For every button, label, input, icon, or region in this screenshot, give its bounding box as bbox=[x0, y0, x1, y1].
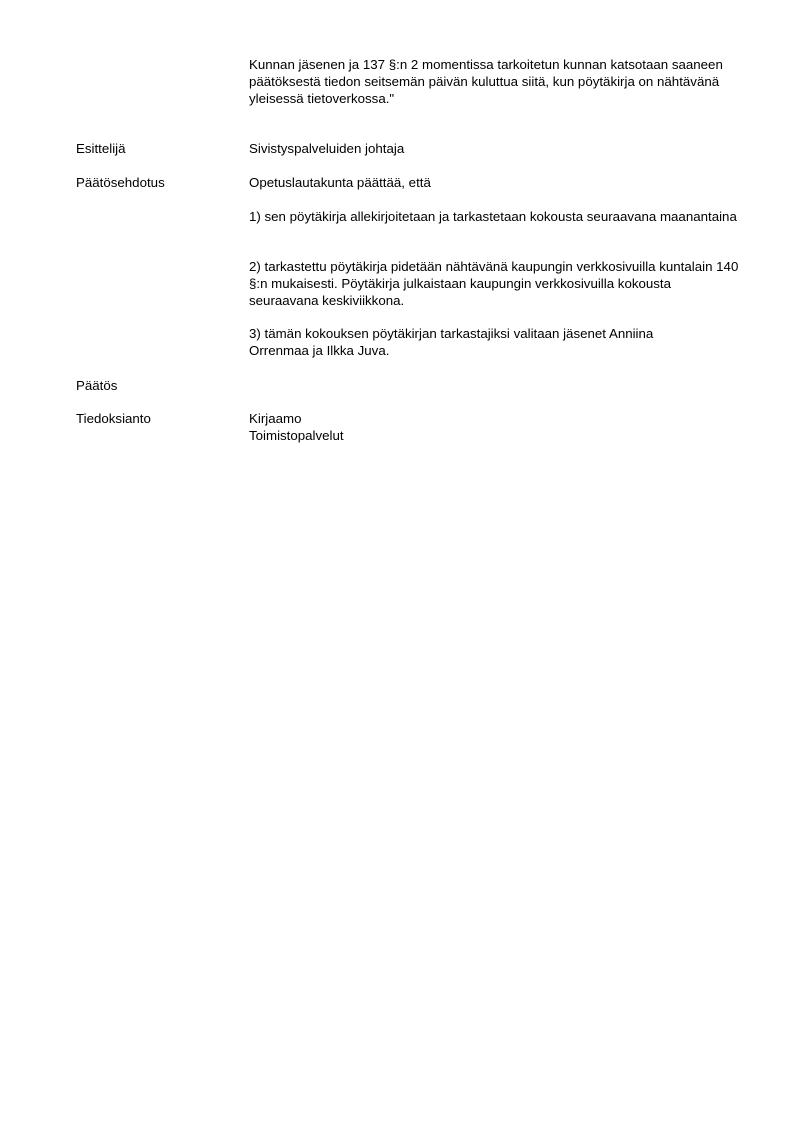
intro-paragraph: Kunnan jäsenen ja 137 §:n 2 momentissa tarkoitetun kunnan katsotaan saaneen päätöksestä tiedon seitsemän päivän kuluttua siitä, kun pöytäkirja on nähtävänä yleisessä tietoverkossa." bbox=[249, 57, 723, 106]
tiedoksianto-recipient: Toimistopalvelut bbox=[249, 428, 344, 443]
tiedoksianto-label: Tiedoksianto bbox=[76, 411, 151, 426]
tiedoksianto-content bbox=[249, 410, 739, 444]
paatosehdotus-label: Päätösehdotus bbox=[76, 175, 165, 190]
paatosehdotus-item-2: 2) tarkastettu pöytäkirja pidetään nähtävänä kaupungin verkkosivuilla kuntalain 140 §:n mukaisesti. Pöytäkirja julkaistaan kaupungin verkkosivuilla kokousta seuraavana keskiviikkona. bbox=[249, 259, 739, 308]
esittelija-label: Esittelijä bbox=[76, 141, 126, 156]
esittelija-content bbox=[249, 140, 739, 157]
paatosehdotus-item-1: 1) sen pöytäkirja allekirjoitetaan ja tarkastetaan kokousta seuraavana maanantaina bbox=[249, 209, 737, 224]
paatosehdotus-content bbox=[249, 174, 739, 358]
paatosehdotus-intro: Opetuslautakunta päättää, että bbox=[249, 175, 431, 190]
paatos-label: Päätös bbox=[76, 378, 118, 393]
paatosehdotus-item-3: 3) tämän kokouksen pöytäkirjan tarkastajiksi valitaan jäsenet Anniina Orrenmaa ja Ilkka Juva. bbox=[249, 326, 654, 358]
tiedoksianto-recipient: Kirjaamo bbox=[249, 411, 302, 426]
esittelija-value: Sivistyspalveluiden johtaja bbox=[249, 141, 405, 156]
